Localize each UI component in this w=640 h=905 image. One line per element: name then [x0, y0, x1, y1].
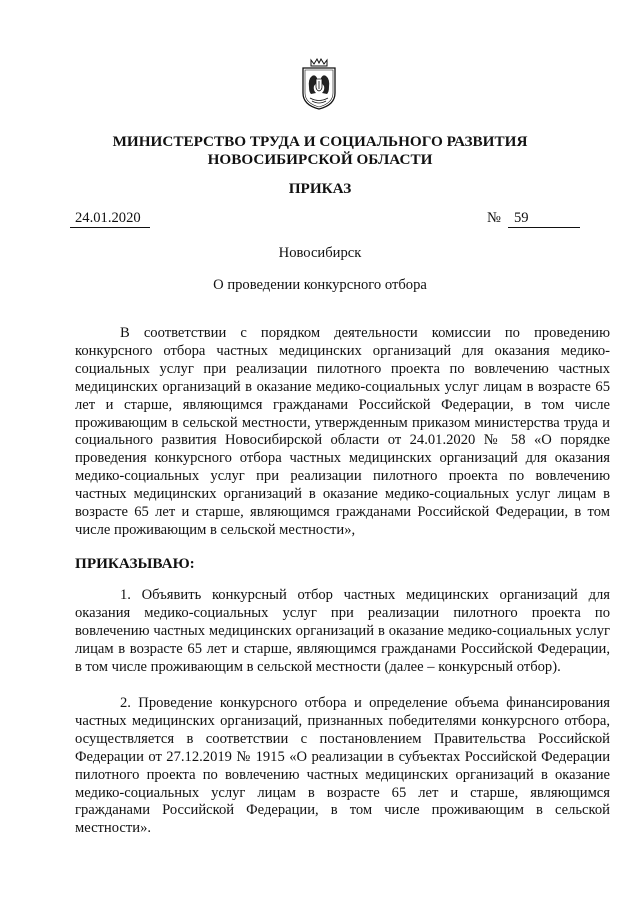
number-label: № — [487, 210, 501, 226]
order-number: 59 — [508, 210, 580, 228]
ministry-line-2: НОВОСИБИРСКОЙ ОБЛАСТИ — [207, 151, 433, 168]
item-1-paragraph: 1. Объявить конкурсный отбор частных медицинских организаций для оказания медико-социальных услуг при реализации пилотного проекта по вовлечению частных медицинских организаций в оказание медико-социальных услуг лицам в возрасте 65 лет и старше, являющимся гражданами Российской Федерации, в том числе проживающим в сельской местности (далее – конкурсный отбор). — [75, 587, 610, 675]
city-name: Новосибирск — [278, 245, 362, 261]
decree-heading: ПРИКАЗЫВАЮ: — [75, 555, 195, 572]
ministry-line-1: МИНИСТЕРСТВО ТРУДА И СОЦИАЛЬНОГО РАЗВИТИЯ — [112, 133, 528, 150]
coat-of-arms-icon — [297, 57, 341, 111]
order-subject: О проведении конкурсного отбора — [213, 277, 427, 293]
item-2-paragraph: 2. Проведение конкурсного отбора и определение объема финансирования частных медицинских организаций, признанных победителями конкурсного отбора, осуществляется в соответствии с постановлением Правительства Российской Федерации от 27.12.2019 № 1915 «О реализации в субъектах Российской Федерации пилотного проекта по вовлечению частных медицинских организаций в оказание медико-социальных услуг лицам в возрасте 65 лет и старше, являющимся гражданами Российской Федерации, в том числе проживающим в сельской местности». — [75, 695, 610, 837]
preamble-paragraph: В соответствии с порядком деятельности комиссии по проведению конкурсного отбора частных медицинских организаций для оказания медико-социальных услуг при реализации пилотного проекта по вовлечению частных медицинских организаций в оказание медико-социальных услуг лицам в возрасте 65 лет и старше, являющимся гражданами Российской Федерации, в том числе проживающим в сельской местности, утвержденным приказом министерства труда и социального развития Новосибирской области от 24.01.2020 № 58 «О порядке проведения конкурсного отбора частных медицинских организаций для оказания медико-социальных услуг при реализации пилотного проекта по вовлечению частных медицинских организаций в оказание медико-социальных услуг лицам в возрасте 65 лет и старше, являющимся гражданами Российской Федерации, в том числе проживающим в сельской местности», — [75, 325, 610, 538]
order-date: 24.01.2020 — [70, 210, 150, 228]
document-type: ПРИКАЗ — [288, 180, 352, 197]
ministry-heading — [0, 133, 640, 169]
